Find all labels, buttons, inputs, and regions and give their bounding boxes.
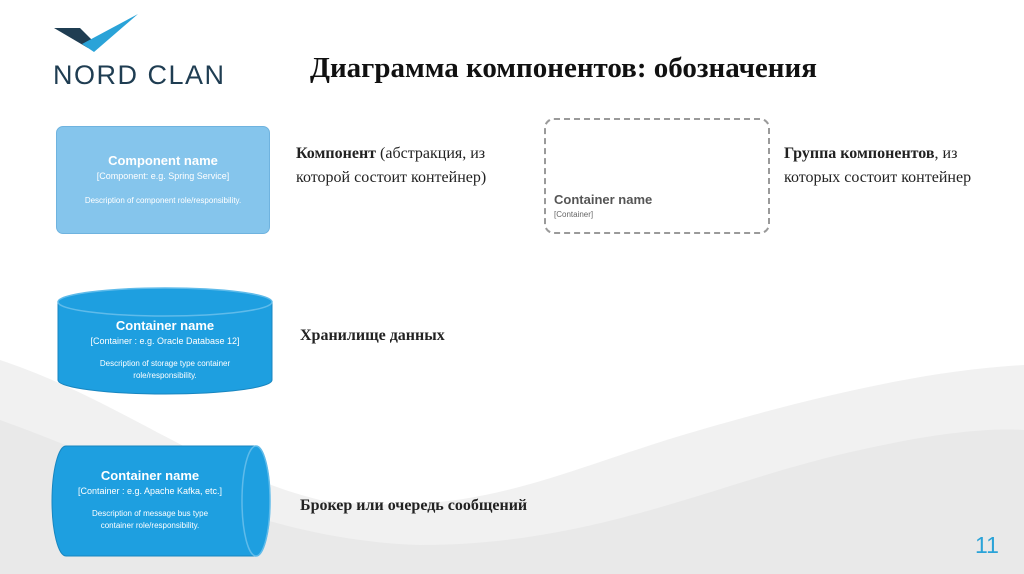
container-group-caption-rest: , из которых состоит контейнер (784, 145, 972, 186)
component-caption-rest: (абстракция, из которой состоит контейнер) (296, 145, 487, 186)
database-name: Container name (115, 318, 215, 333)
database-type: [Container : e.g. Oracle Database 12] (90, 336, 240, 346)
component-type: [Component: e.g. Spring Service] (96, 171, 230, 181)
container-group-caption-bold: Группа компонентов (784, 145, 935, 162)
queue-description-line2: container role/responsibility. (100, 521, 200, 530)
component-caption (296, 142, 526, 190)
component-name: Component name (108, 153, 218, 168)
page-number: 11 (975, 532, 999, 558)
queue-caption: Брокер или очередь сообщений (300, 497, 528, 514)
database-caption: Хранилище данных (300, 327, 445, 344)
queue-type: [Container : e.g. Apache Kafka, etc.] (77, 486, 223, 496)
nord-clan-logo (50, 14, 230, 94)
component-description: Description of component role/responsibility. (84, 196, 242, 205)
component-shape (56, 126, 270, 234)
queue-description-line1: Description of message bus type (91, 509, 209, 518)
page-title: Диаграмма компонентов: обозначения (310, 52, 817, 84)
container-group-type: [Container] (554, 210, 594, 219)
queue-name: Container name (100, 468, 200, 483)
database-description-line2: role/responsibility. (133, 371, 197, 380)
container-group-caption (784, 142, 1014, 190)
database-label (56, 318, 274, 382)
component-caption-bold: Компонент (296, 145, 377, 162)
container-group-name: Container name (554, 192, 653, 207)
database-description-line1: Description of storage type container (99, 359, 231, 368)
container-group-shape (544, 118, 770, 234)
logo-chevron-icon (54, 14, 138, 54)
logo-text: NORD CLAN (53, 60, 226, 90)
queue-label (50, 468, 250, 532)
